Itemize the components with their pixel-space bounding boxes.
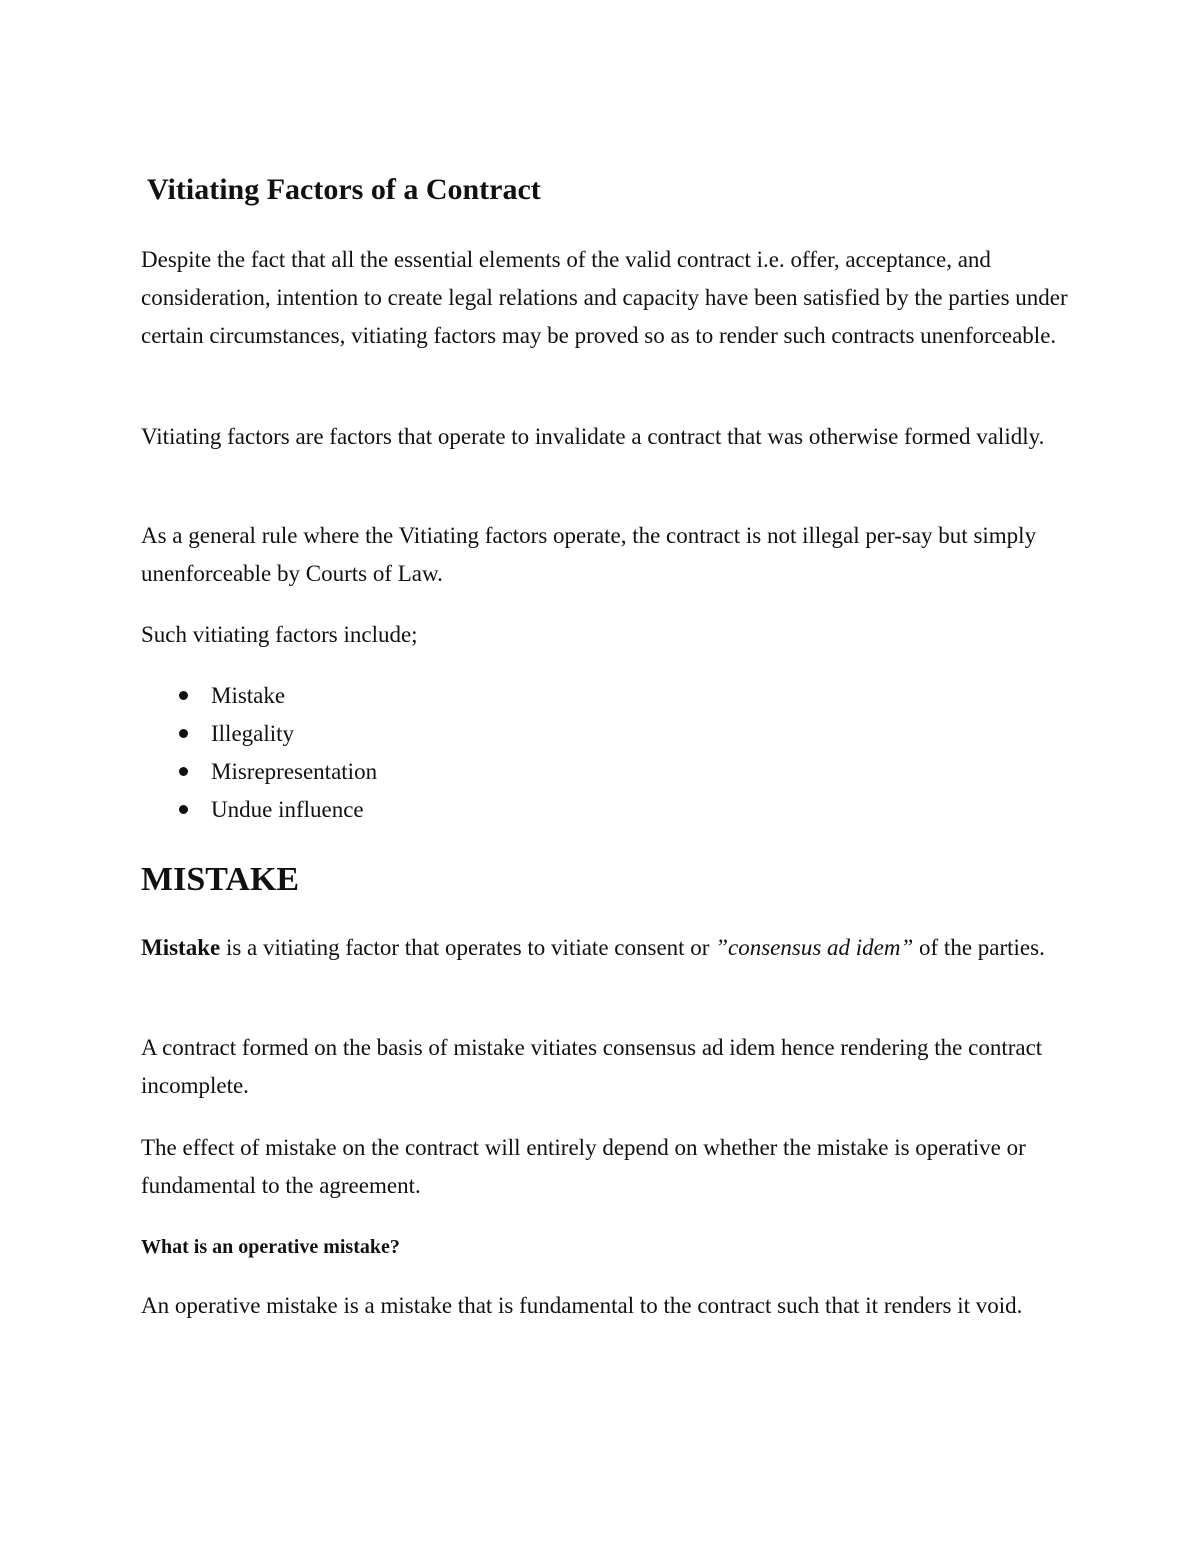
definition-text-end: of the parties. [913,935,1045,960]
mistake-term: Mistake [141,935,221,960]
intro-paragraph-definition: Vitiating factors are factors that operate to invalidate a contract that was otherwise formed validly. [141,424,1045,449]
list-item [141,753,377,791]
intro-paragraph-essential-elements: Despite the fact that all the essential elements of the valid contract i.e. offer, acceptance, and consideration, intention to create legal relations and capacity have been satisfied by the parties under certain circumstances, vitiating factors may be proved so as to render such contracts unenforceable. [141,247,1068,348]
list-item-label: Illegality [211,721,295,746]
bullet-icon [179,729,188,738]
bullet-icon [179,805,188,814]
section-heading-mistake: MISTAKE [141,861,300,898]
list-item [141,677,377,715]
document-title: Vitiating Factors of a Contract [147,173,541,206]
subheading-operative-mistake: What is an operative mistake? [141,1236,400,1258]
list-item-label: Mistake [211,683,286,708]
mistake-definition-paragraph [141,929,1071,967]
mistake-paragraph-contract: A contract formed on the basis of mistake vitiates consensus ad idem hence rendering the contract incomplete. [141,1035,1043,1098]
intro-paragraph-list-lead: Such vitiating factors include; [141,622,418,647]
intro-paragraph-general-rule: As a general rule where the Vitiating factors operate, the contract is not illegal per-say but simply unenforceable by Courts of Law. [141,523,1037,586]
list-item [141,791,377,829]
mistake-paragraph-effect: The effect of mistake on the contract will entirely depend on whether the mistake is operative or fundamental to the agreement. [141,1135,1026,1198]
bullet-icon [179,691,188,700]
definition-text: is a vitiating factor that operates to vitiate consent or [220,935,716,960]
latin-quote: ”consensus ad idem” [715,935,914,960]
list-item [141,715,377,753]
vitiating-factors-list [141,677,377,829]
list-item-label: Undue influence [211,797,364,822]
bullet-icon [179,767,188,776]
operative-mistake-answer: An operative mistake is a mistake that is fundamental to the contract such that it renders it void. [141,1293,1023,1318]
list-item-label: Misrepresentation [211,759,378,784]
